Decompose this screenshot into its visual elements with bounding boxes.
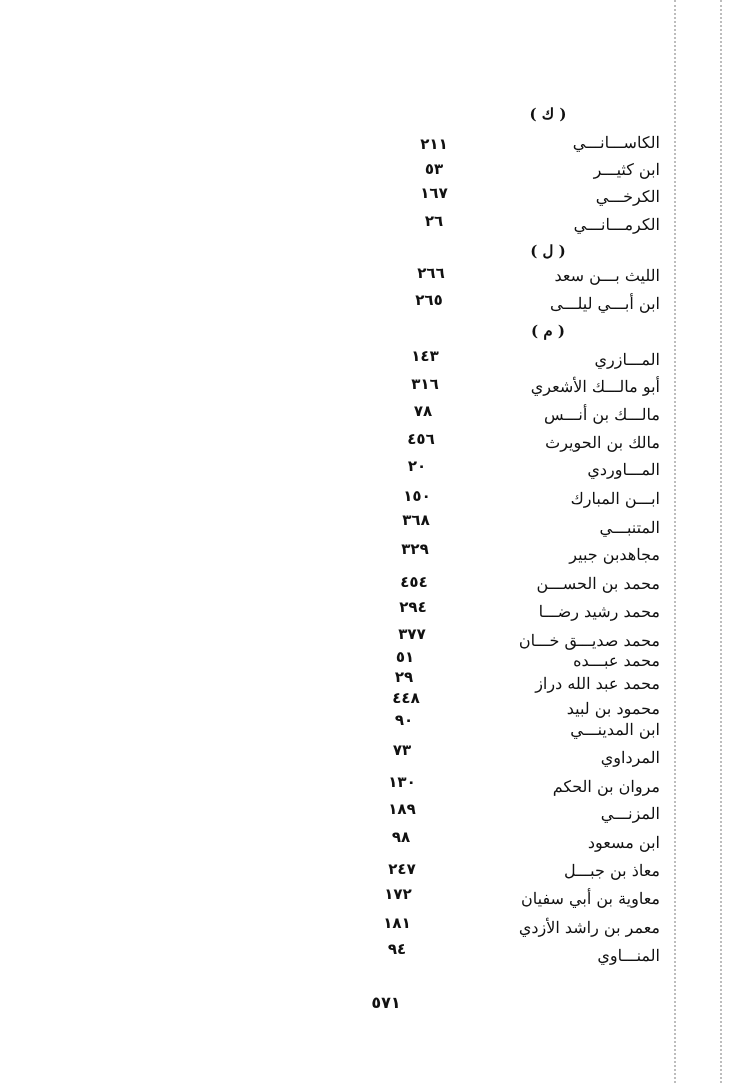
entry-page-number: ١٧٢	[384, 885, 412, 903]
entry-page-number: ١٥٠	[403, 487, 431, 505]
entry-page-number: ٤٤٨	[392, 689, 420, 707]
scan-edge-dots	[674, 0, 676, 1083]
entry-page-number: ٢٩	[394, 668, 414, 686]
entry-name: معاوية بن أبي سفيان	[521, 889, 660, 908]
section-header-label: ( م )	[531, 322, 565, 340]
entry-name: ابـــن المبارك	[570, 489, 660, 508]
entry-name: الكرخـــي	[595, 187, 660, 206]
entry-page-number: ٢٦	[424, 212, 444, 230]
entry-name: محمد عبـــده	[573, 651, 660, 670]
entry-name: المنـــاوي	[597, 946, 660, 965]
entry-page-number: ١٨٩	[388, 800, 416, 818]
entry-page-number: ٢٦٦	[417, 264, 445, 282]
entry-name: مالـــك بن أنـــس	[543, 405, 660, 424]
entry-name: المـــاوردي	[587, 460, 660, 479]
entry-page-number: ١٤٣	[411, 347, 439, 365]
entry-page-number: ٥٣	[424, 160, 444, 178]
entry-page-number: ٢٤٧	[388, 860, 416, 878]
entry-page-number: ٣١٦	[411, 375, 439, 393]
entry-name: محمد صديـــق خـــان	[518, 631, 660, 650]
entry-page-number: ٧٨	[413, 402, 433, 420]
entry-page-number: ٤٥٤	[400, 573, 428, 591]
section-header-label: ( ل )	[530, 242, 566, 260]
entry-page-number: ٣٢٩	[401, 540, 429, 558]
entry-name: محمد عبد الله دراز	[535, 674, 660, 693]
entry-name: المزنـــي	[600, 804, 660, 823]
scan-edge-dots	[720, 0, 722, 1083]
section-header-label: ( ك )	[529, 105, 567, 123]
entry-name: معاذ بن جبـــل	[564, 861, 660, 880]
entry-page-number: ٥١	[395, 648, 415, 666]
entry-page-number: ٧٣	[392, 741, 412, 759]
entry-name: معمر بن راشد الأزدي	[518, 918, 660, 937]
entry-page-number: ٩٠	[394, 711, 414, 729]
entry-name: مروان بن الحكم	[552, 777, 660, 796]
entry-name: المرداوي	[600, 748, 660, 767]
entry-name: ابن المدينـــي	[570, 720, 660, 739]
entry-name: ابن كثيـــر	[593, 160, 660, 179]
entry-name: مالك بن الحويرث	[545, 433, 660, 452]
entry-page-number: ٤٥٦	[407, 430, 435, 448]
entry-page-number: ١٦٧	[420, 184, 448, 202]
entry-page-number: ٢٠	[407, 457, 427, 475]
entry-name: الكرمـــانـــي	[573, 215, 660, 234]
page-number: ٥٧١	[371, 993, 401, 1012]
entry-name: ابن مسعود	[587, 833, 660, 852]
entry-name: محمود بن لبيد	[566, 699, 660, 718]
entry-name: الليث بـــن سعد	[554, 266, 660, 285]
entry-page-number: ٩٤	[387, 940, 407, 958]
entry-name: محمد بن الحســـن	[536, 574, 660, 593]
entry-page-number: ١٣٠	[388, 773, 416, 791]
entry-name: مجاهدبن جبير	[569, 545, 660, 564]
entry-page-number: ٣٦٨	[402, 511, 430, 529]
entry-page-number: ٩٨	[391, 828, 411, 846]
entry-page-number: ٢١١	[420, 135, 448, 153]
entry-page-number: ٢٦٥	[415, 291, 443, 309]
entry-name: أبو مالـــك الأشعري	[530, 377, 660, 396]
entry-name: محمد رشيد رضـــا	[538, 602, 660, 621]
entry-page-number: ٣٧٧	[398, 625, 426, 643]
entry-name: ابن أبـــي ليلـــى	[550, 294, 660, 313]
entry-name: المتنبـــي	[599, 518, 660, 537]
entry-name: المـــازري	[594, 350, 660, 369]
entry-page-number: ١٨١	[383, 914, 411, 932]
entry-name: الكاســـانـــي	[572, 133, 660, 152]
entry-page-number: ٢٩٤	[399, 598, 427, 616]
